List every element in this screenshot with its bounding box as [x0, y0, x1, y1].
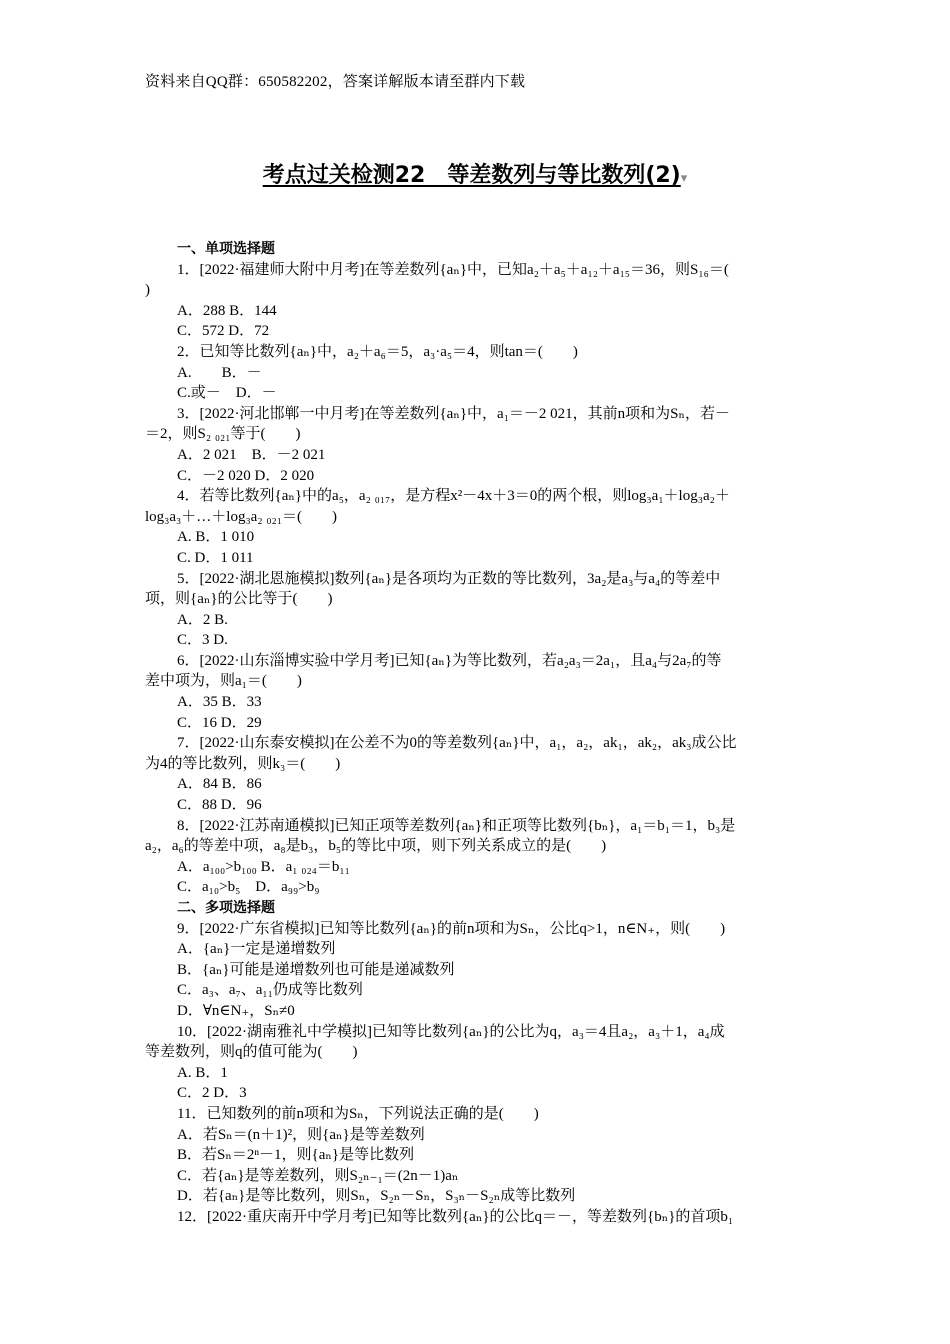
question-line: 为4的等比数列，则k₃＝( ): [145, 755, 341, 772]
question-body: [145, 239, 810, 1228]
question-line: A．a₁₀₀>b₁₀₀ B．a₁ ₀₂₄＝b₁₁: [177, 858, 350, 875]
question-line: C．2 D．3: [177, 1085, 247, 1102]
question-line: 项，则{aₙ}的公比等于( ): [145, 591, 333, 608]
question-line: A．2 B.: [177, 611, 228, 628]
question-line: 8．[2022·江苏南通模拟]已知正项等差数列{aₙ}和正项等比数列{bₙ}，a₁＝b₁＝1，b₃是: [177, 817, 736, 834]
question-line: 11．已知数列的前n项和为Sₙ，下列说法正确的是( ): [177, 1105, 539, 1122]
question-line: C．a₁₀>b₅ D．a₉₉>b₉: [177, 879, 320, 896]
question-line: 5．[2022·湖北恩施模拟]数列{aₙ}是各项均为正数的等比数列，3a₂是a₃与a₄的等差中: [177, 570, 721, 587]
question-line: 4．若等比数列{aₙ}中的a₅，a₂ ₀₁₇，是方程x²－4x＋3＝0的两个根，则log₃a₁＋log₃a₂＋: [177, 488, 730, 505]
question-line: A. B．－: [177, 364, 262, 381]
source-note: 资料来自QQ群：650582202，答案详解版本请至群内下载: [145, 74, 526, 90]
question-line: 7．[2022·山东泰安模拟]在公差不为0的等差数列{aₙ}中，a₁，a₂，ak₁，ak₂，ak₃成公比: [177, 735, 737, 752]
question-line: 9．[2022·广东省模拟]已知等比数列{aₙ}的前n项和为Sₙ，公比q>1，n∈N₊，则( ): [177, 920, 726, 937]
section-heading: 一、单项选择题: [177, 241, 275, 257]
question-line: C．572 D．72: [177, 323, 270, 340]
question-line: C．16 D．29: [177, 714, 262, 731]
question-line: 12．[2022·重庆南开中学月考]已知等比数列{aₙ}的公比q＝－，等差数列{bₙ}的首项b₁: [177, 1208, 734, 1225]
question-line: C．a₃、a₇、a₁₁仍成等比数列: [177, 982, 363, 999]
question-line: ＝2，则S₂ ₀₂₁等于( ): [145, 426, 301, 443]
question-line: D．若{aₙ}是等比数列，则Sₙ，S₂ₙ－Sₙ，S₃ₙ－S₂ₙ成等比数列: [177, 1188, 576, 1205]
question-line: A．若Sₙ＝(n＋1)²，则{aₙ}是等差数列: [177, 1126, 425, 1143]
question-line: A．84 B．86: [177, 776, 262, 793]
question-line: C．若{aₙ}是等差数列，则S₂ₙ₋₁＝(2n－1)aₙ: [177, 1167, 459, 1184]
section-heading: 二、多项选择题: [177, 900, 275, 916]
question-line: 6．[2022·山东淄博实验中学月考]已知{aₙ}为等比数列，若a₂a₃＝2a₁，且a₄与2a₇的等: [177, 652, 722, 669]
question-line: A. B．1: [177, 1064, 228, 1081]
title-text: 考点过关检测22 等差数列与等比数列(2): [262, 163, 681, 188]
question-line: A．288 B．144: [177, 302, 277, 319]
question-line: A．35 B．33: [177, 694, 262, 711]
question-line: A．{aₙ}一定是递增数列: [177, 941, 336, 958]
question-line: B．{aₙ}可能是递增数列也可能是递减数列: [177, 961, 455, 978]
question-line: 1．[2022·福建师大附中月考]在等差数列{aₙ}中，已知a₂＋a₅＋a₁₂＋a₁₅＝36，则S₁₆＝(: [177, 261, 729, 278]
question-line: C．－2 020 D．2 020: [177, 467, 315, 484]
document-title: [0, 158, 950, 189]
question-line: C．88 D．96: [177, 797, 262, 814]
question-line: 10．[2022·湖南雅礼中学模拟]已知等比数列{aₙ}的公比为q，a₃＝4且a₂，a₃＋1，a₄成: [177, 1023, 725, 1040]
question-line: ): [145, 282, 150, 299]
question-line: log₃a₃＋…＋log₃a₂ ₀₂₁＝( ): [145, 508, 337, 525]
question-line: C. D．1 011: [177, 549, 254, 566]
question-line: 等差数列，则q的值可能为( ): [145, 1044, 358, 1061]
question-line: C．3 D.: [177, 632, 228, 649]
question-line: B．若Sₙ＝2ⁿ－1，则{aₙ}是等比数列: [177, 1147, 415, 1164]
question-line: A. B．1 010: [177, 529, 255, 546]
question-line: a₂，a₆的等差中项，a₈是b₃，b₅的等比中项，则下列关系成立的是( ): [145, 838, 607, 855]
question-line: 2．已知等比数列{aₙ}中，a₂＋a₆＝5，a₃·a₅＝4，则tan＝( ): [177, 343, 578, 360]
question-line: 差中项为，则a₁＝( ): [145, 673, 302, 690]
question-line: C.或－ D．－: [177, 385, 277, 402]
dropdown-marker-icon: ▾: [680, 171, 688, 186]
question-line: D．∀n∈N₊，Sₙ≠0: [177, 1002, 295, 1019]
question-line: 3．[2022·河北邯郸一中月考]在等差数列{aₙ}中，a₁＝－2 021，其前n项和为Sₙ，若－: [177, 405, 731, 422]
question-line: A．2 021 B．－2 021: [177, 446, 326, 463]
